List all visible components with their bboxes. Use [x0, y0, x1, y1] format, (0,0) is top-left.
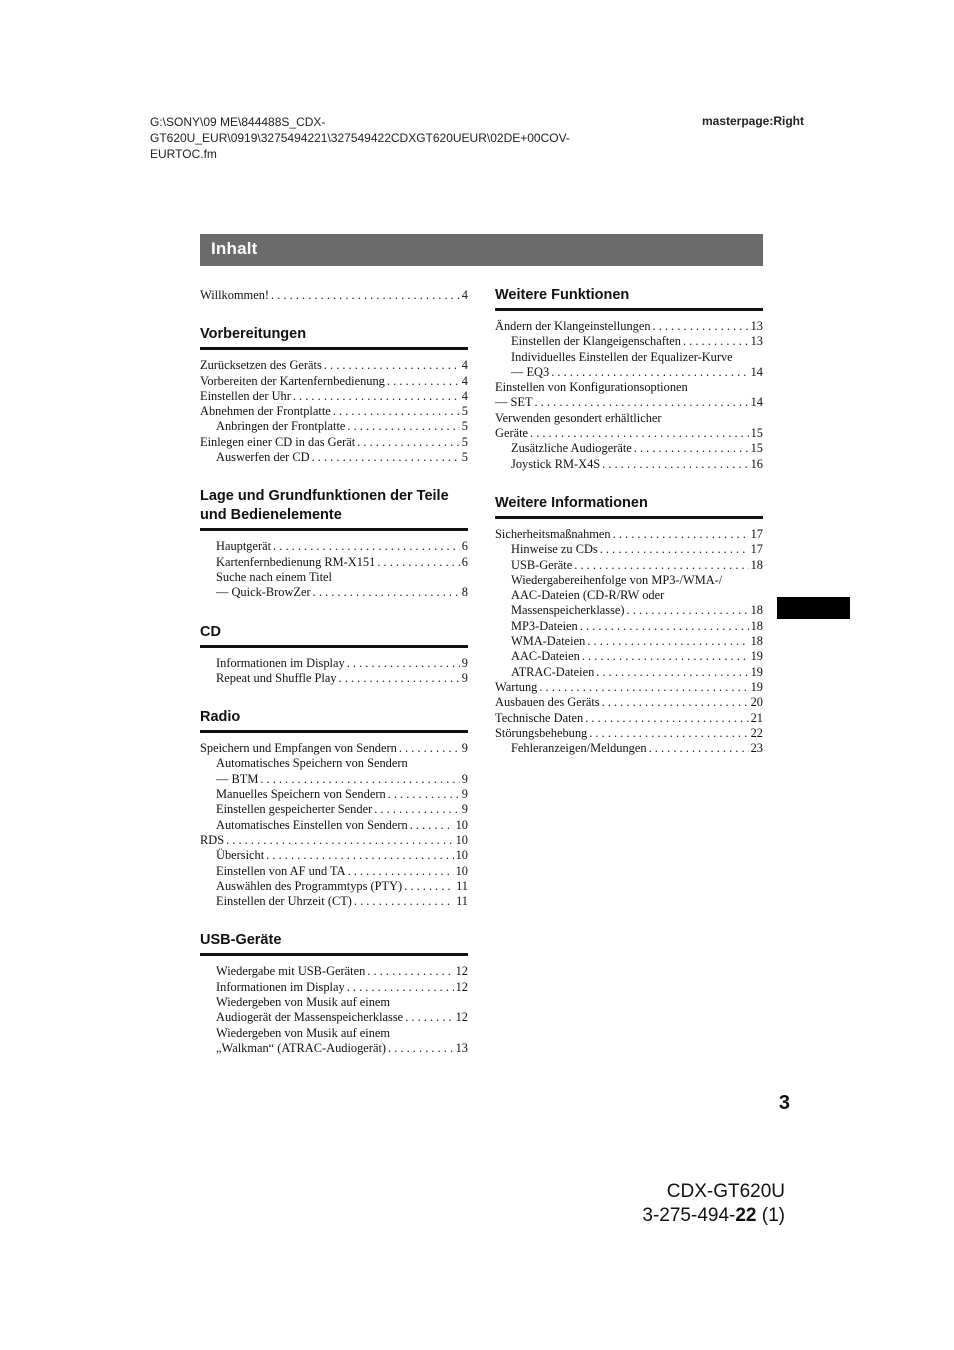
- dot-leader: [374, 802, 460, 817]
- toc-entry[interactable]: [200, 772, 468, 787]
- toc-entry-title: Geräte: [495, 426, 529, 441]
- toc-entry-title: Einstellen der Klangeigenschaften: [511, 334, 681, 349]
- dot-leader: [404, 879, 454, 894]
- toc-entry[interactable]: [495, 380, 763, 395]
- toc-entries: [200, 358, 468, 465]
- dot-leader: [653, 319, 749, 334]
- dot-leader: [589, 726, 748, 741]
- toc-entry-title: Wiedergabe mit USB-Geräten: [216, 964, 366, 979]
- dot-leader: [683, 334, 749, 349]
- toc-entry-title: Individuelles Einstellen der Equalizer-Kurve: [511, 349, 733, 364]
- toc-entry-page: 15: [750, 426, 763, 441]
- toc-entries: [200, 656, 468, 687]
- toc-entry[interactable]: [495, 319, 763, 334]
- toc-entry-page: 4: [461, 288, 468, 302]
- toc-entry[interactable]: [495, 334, 763, 349]
- toc-entry[interactable]: [495, 573, 763, 588]
- dot-leader: [324, 358, 460, 373]
- dot-leader: [271, 288, 460, 303]
- toc-entry[interactable]: [200, 389, 468, 404]
- toc-entry-title: Wiedergabereihenfolge von MP3-/WMA-/: [511, 572, 723, 587]
- toc-entry-page: 13: [750, 334, 763, 349]
- dot-leader: [580, 619, 749, 634]
- toc-entry-page: 9: [461, 741, 468, 756]
- toc-entry-page: 4: [461, 358, 468, 373]
- toc-entry-title: Einstellen der Uhrzeit (CT): [216, 894, 352, 909]
- toc-entry[interactable]: [200, 864, 468, 879]
- toc-entry[interactable]: [200, 539, 468, 554]
- dot-leader: [347, 419, 459, 434]
- toc-entry[interactable]: [200, 787, 468, 802]
- section-heading: Radio: [200, 708, 468, 733]
- file-path-line: GT620U_EUR\0919\3275494221\327549422CDXGT620UEUR\02DE+00COV-: [150, 131, 570, 145]
- toc-section: [495, 494, 763, 756]
- toc-entry-title: Speichern und Empfangen von Sendern: [200, 741, 397, 756]
- dot-leader: [596, 665, 748, 680]
- toc-entry-page: 12: [455, 1010, 468, 1025]
- toc-right-column: [495, 286, 763, 756]
- toc-entry[interactable]: [200, 741, 468, 756]
- toc-entry-title: USB-Geräte: [511, 557, 573, 572]
- toc-entry[interactable]: [200, 802, 468, 817]
- dot-leader: [613, 527, 749, 542]
- dot-leader: [585, 711, 748, 726]
- toc-entry[interactable]: [495, 441, 763, 456]
- toc-entry[interactable]: [200, 570, 468, 585]
- toc-entry-title: Ausbauen des Geräts: [495, 695, 600, 710]
- toc-entry[interactable]: [200, 374, 468, 389]
- toc-entry-page: 6: [461, 554, 468, 569]
- toc-entry-page: 19: [750, 649, 763, 664]
- model-code-prefix: 3-275-494-: [642, 1205, 736, 1226]
- model-code-suffix: (1): [756, 1205, 785, 1226]
- toc-entry-title: Anbringen der Frontplatte: [216, 419, 346, 434]
- toc-section: [200, 708, 468, 909]
- model-name: CDX-GT620U: [666, 1181, 785, 1202]
- dot-leader: [354, 894, 454, 909]
- toc-entry-page: 17: [750, 542, 763, 557]
- toc-entry-page: 8: [461, 585, 468, 600]
- toc-entry-title: Einstellen gespeicherter Sender: [216, 802, 373, 817]
- toc-section: [200, 931, 468, 1056]
- toc-entry-title: Wiedergeben von Musik auf einem: [216, 1025, 391, 1040]
- toc-entry-title: Einstellen der Uhr: [200, 388, 291, 403]
- dot-leader: [367, 964, 453, 979]
- toc-entry-title: Automatisches Speichern von Sendern: [216, 756, 408, 771]
- dot-leader: [357, 435, 460, 450]
- dot-leader: [388, 787, 460, 802]
- toc-entry-title: Einlegen einer CD in das Gerät: [200, 434, 356, 449]
- dot-leader: [312, 450, 460, 465]
- dot-leader: [602, 695, 749, 710]
- toc-entry-page: 19: [750, 664, 763, 679]
- toc-entry[interactable]: [200, 419, 468, 434]
- dot-leader: [627, 603, 749, 618]
- masterpage-label: masterpage:Right: [701, 114, 804, 128]
- toc-entry-title: Abnehmen der Frontplatte: [200, 404, 331, 419]
- toc-entry[interactable]: [495, 680, 763, 695]
- toc-entry-page: 10: [455, 832, 468, 847]
- toc-entry[interactable]: [495, 558, 763, 573]
- dot-leader: [634, 441, 749, 456]
- toc-entry[interactable]: [200, 833, 468, 848]
- section-heading: Weitere Informationen: [495, 494, 763, 519]
- dot-leader: [530, 426, 749, 441]
- toc-section: [200, 623, 468, 687]
- dot-leader: [582, 649, 749, 664]
- section-heading: USB-Geräte: [200, 931, 468, 956]
- toc-entry[interactable]: [495, 411, 763, 426]
- section-heading: Vorbereitungen: [200, 325, 468, 350]
- toc-entry[interactable]: [200, 995, 468, 1010]
- toc-entries: [200, 288, 468, 303]
- toc-entry-title: — BTM: [216, 771, 259, 786]
- toc-entry-title: Vorbereiten der Kartenfernbedienung: [200, 373, 385, 388]
- toc-entry[interactable]: [495, 634, 763, 649]
- toc-entry-page: 5: [461, 419, 468, 434]
- dot-leader: [347, 980, 454, 995]
- toc-entry-page: 14: [750, 395, 763, 410]
- toc-entry[interactable]: [495, 726, 763, 741]
- toc-entry[interactable]: [495, 527, 763, 542]
- toc-entry[interactable]: [495, 741, 763, 756]
- dot-leader: [602, 457, 748, 472]
- toc-entries: [200, 539, 468, 600]
- toc-entry[interactable]: [495, 542, 763, 557]
- toc-entry[interactable]: [495, 426, 763, 441]
- toc-entry[interactable]: [200, 894, 468, 909]
- toc-entry[interactable]: [200, 671, 468, 686]
- toc-entry-title: Auswählen des Programmtyps (PTY): [216, 878, 403, 893]
- dot-leader: [266, 848, 453, 863]
- toc-entry-page: 17: [750, 526, 763, 541]
- toc-entry[interactable]: [495, 588, 763, 603]
- toc-entry[interactable]: [200, 656, 468, 671]
- toc-entry[interactable]: [200, 435, 468, 450]
- toc-entry-title: Zusätzliche Audiogeräte: [511, 441, 632, 456]
- toc-entry[interactable]: [495, 649, 763, 664]
- toc-entry-page: 10: [455, 848, 468, 863]
- toc-entry-title: Kartenfernbedienung RM-X151: [216, 554, 376, 569]
- toc-entry-title: Manuelles Speichern von Sendern: [216, 787, 386, 802]
- toc-entry[interactable]: [495, 365, 763, 380]
- toc-entry-title: Hinweise zu CDs: [511, 542, 598, 557]
- toc-entry-page: 9: [461, 655, 468, 670]
- model-code-bold: 22: [735, 1205, 757, 1226]
- toc-entry-page: 14: [750, 364, 763, 379]
- toc-entry-page: 18: [750, 634, 763, 649]
- toc-entry[interactable]: [200, 818, 468, 833]
- toc-entry-title: Automatisches Einstellen von Sendern: [216, 817, 408, 832]
- toc-entry-page: 13: [455, 1040, 468, 1055]
- toc-entry-title: Massenspeicherklasse): [511, 603, 625, 618]
- toc-entry-title: Informationen im Display: [216, 979, 345, 994]
- toc-entry[interactable]: [495, 711, 763, 726]
- toc-entry[interactable]: [495, 603, 763, 618]
- model-info: [642, 1180, 785, 1228]
- dot-leader: [399, 741, 460, 756]
- dot-leader: [347, 656, 460, 671]
- dot-leader: [260, 772, 459, 787]
- dot-leader: [539, 680, 748, 695]
- dot-leader: [313, 585, 460, 600]
- toc-section: [200, 487, 468, 600]
- toc-entry-title: Übersicht: [216, 848, 265, 863]
- toc-entry[interactable]: [200, 756, 468, 771]
- toc-entry-title: Hauptgerät: [216, 539, 272, 554]
- dot-leader: [293, 389, 460, 404]
- toc-entry-page: 12: [455, 979, 468, 994]
- toc-entry-page: 11: [456, 878, 468, 893]
- toc-entry[interactable]: [200, 404, 468, 419]
- toc-entry-page: 16: [750, 456, 763, 471]
- toc-entry-title: Informationen im Display: [216, 655, 345, 670]
- toc-entry[interactable]: [495, 457, 763, 472]
- toc-entry-page: 13: [750, 319, 763, 333]
- toc-entry-title: MP3-Dateien: [511, 618, 578, 633]
- toc-entry-page: 5: [461, 450, 468, 465]
- dot-leader: [587, 634, 748, 649]
- toc-entry[interactable]: [200, 848, 468, 863]
- dot-leader: [388, 1041, 454, 1056]
- toc-entry-page: 9: [461, 787, 468, 802]
- toc-entry[interactable]: [495, 665, 763, 680]
- toc-entry-page: 9: [461, 670, 468, 685]
- toc-entry-title: Audiogerät der Massenspeicherklasse: [216, 1010, 404, 1025]
- toc-entry-page: 20: [750, 695, 763, 710]
- toc-entry-page: 5: [461, 434, 468, 449]
- page-title: Inhalt: [211, 239, 258, 258]
- toc-entry-title: Willkommen!: [200, 288, 270, 302]
- toc-entry-page: 15: [750, 441, 763, 456]
- toc-entry-page: 19: [750, 679, 763, 694]
- toc-entry-title: Technische Daten: [495, 710, 584, 725]
- toc-entry[interactable]: [495, 619, 763, 634]
- toc-entries: [495, 319, 763, 472]
- toc-entry[interactable]: [200, 879, 468, 894]
- toc-entry-title: Wartung: [495, 679, 538, 694]
- toc-entry-page: 4: [461, 388, 468, 403]
- toc-entry[interactable]: [200, 555, 468, 570]
- toc-entry-title: Störungsbehebung: [495, 725, 588, 740]
- toc-entry-title: Einstellen von AF und TA: [216, 863, 346, 878]
- toc-entry[interactable]: [200, 980, 468, 995]
- toc-entry-page: 23: [750, 741, 763, 756]
- toc-entry[interactable]: [200, 585, 468, 600]
- toc-entry-title: Repeat und Shuffle Play: [216, 670, 337, 685]
- section-heading: Lage und Grundfunktionen der Teile und Bedienelemente: [200, 487, 468, 531]
- toc-entry[interactable]: [200, 288, 468, 303]
- toc-entry-page: 9: [461, 802, 468, 817]
- toc-entry-title: Sicherheitsmaßnahmen: [495, 526, 611, 541]
- toc-entry-title: Auswerfen der CD: [216, 450, 310, 465]
- toc-entry-title: ATRAC-Dateien: [511, 664, 595, 679]
- toc-entry-page: 18: [750, 618, 763, 633]
- toc-entry[interactable]: [200, 1041, 468, 1056]
- toc-entry-title: Wiedergeben von Musik auf einem: [216, 995, 391, 1010]
- section-heading: CD: [200, 623, 468, 648]
- dot-leader: [273, 539, 460, 554]
- toc-entry[interactable]: [495, 350, 763, 365]
- toc-entry-title: Fehleranzeigen/Meldungen: [511, 741, 647, 756]
- toc-entry-title: Einstellen von Konfigurationsoptionen: [495, 380, 688, 395]
- dot-leader: [410, 818, 454, 833]
- toc-entries: [495, 527, 763, 756]
- toc-entry-title: — SET: [495, 395, 533, 410]
- toc-entry[interactable]: [200, 964, 468, 979]
- file-path-header: [150, 114, 620, 162]
- toc-section: [200, 325, 468, 465]
- toc-entry[interactable]: [200, 1010, 468, 1025]
- chapter-tab-marker: [777, 597, 850, 619]
- title-bar: [200, 234, 763, 266]
- dot-leader: [387, 374, 460, 389]
- toc-section: [495, 286, 763, 472]
- toc-entry-page: 21: [750, 710, 763, 725]
- toc-entry[interactable]: [200, 1026, 468, 1041]
- file-path-line: EURTOC.fm: [150, 147, 217, 161]
- toc-entry-title: Zurücksetzen des Geräts: [200, 358, 322, 373]
- dot-leader: [649, 741, 749, 756]
- toc-entries: [200, 741, 468, 909]
- toc-entry-title: Verwenden gesondert erhältlicher: [495, 410, 662, 425]
- toc-entry-page: 5: [461, 404, 468, 419]
- file-path-line: G:\SONY\09 ME\844488S_CDX-: [150, 115, 326, 129]
- toc-entry[interactable]: [200, 358, 468, 373]
- toc-entry-title: AAC-Dateien: [511, 649, 580, 664]
- toc-entry-page: 10: [455, 817, 468, 832]
- toc-entry[interactable]: [495, 695, 763, 710]
- toc-entry-page: 11: [456, 894, 468, 909]
- toc-entry-page: 6: [461, 539, 468, 554]
- toc-entry-title: RDS: [200, 832, 225, 847]
- toc-entry-page: 10: [455, 863, 468, 878]
- toc-entry[interactable]: [495, 395, 763, 410]
- section-heading: Weitere Funktionen: [495, 286, 763, 311]
- toc-entries: [200, 964, 468, 1056]
- dot-leader: [600, 542, 749, 557]
- toc-entry-page: 22: [750, 725, 763, 740]
- toc-entry-page: 4: [461, 373, 468, 388]
- toc-entry-title: — EQ3: [511, 364, 550, 379]
- toc-entry-page: 9: [461, 771, 468, 786]
- page-number: 3: [778, 1092, 790, 1114]
- dot-leader: [348, 864, 454, 879]
- toc-section: [200, 288, 468, 303]
- dot-leader: [339, 671, 460, 686]
- toc-entry-title: AAC-Dateien (CD-R/RW oder: [511, 588, 665, 603]
- toc-entry[interactable]: [200, 450, 468, 465]
- dot-leader: [333, 404, 460, 419]
- toc-entry-title: „Walkman“ (ATRAC-Audiogerät): [216, 1040, 387, 1055]
- model-code: [642, 1204, 785, 1228]
- dot-leader: [551, 365, 748, 380]
- toc-left-column: [200, 288, 468, 1056]
- dot-leader: [226, 833, 454, 848]
- dot-leader: [405, 1010, 453, 1025]
- toc-entry-title: Joystick RM-X4S: [511, 456, 601, 471]
- toc-entry-title: Suche nach einem Titel: [216, 569, 332, 584]
- toc-entry-title: Ändern der Klangeinstellungen: [495, 319, 651, 333]
- dot-leader: [377, 555, 459, 570]
- toc-entry-page: 18: [750, 603, 763, 618]
- dot-leader: [535, 395, 749, 410]
- toc-entry-page: 12: [455, 964, 468, 979]
- toc-entry-title: WMA-Dateien: [511, 634, 586, 649]
- dot-leader: [574, 558, 748, 573]
- toc-entry-page: 18: [750, 557, 763, 572]
- toc-entry-title: — Quick-BrowZer: [216, 585, 311, 600]
